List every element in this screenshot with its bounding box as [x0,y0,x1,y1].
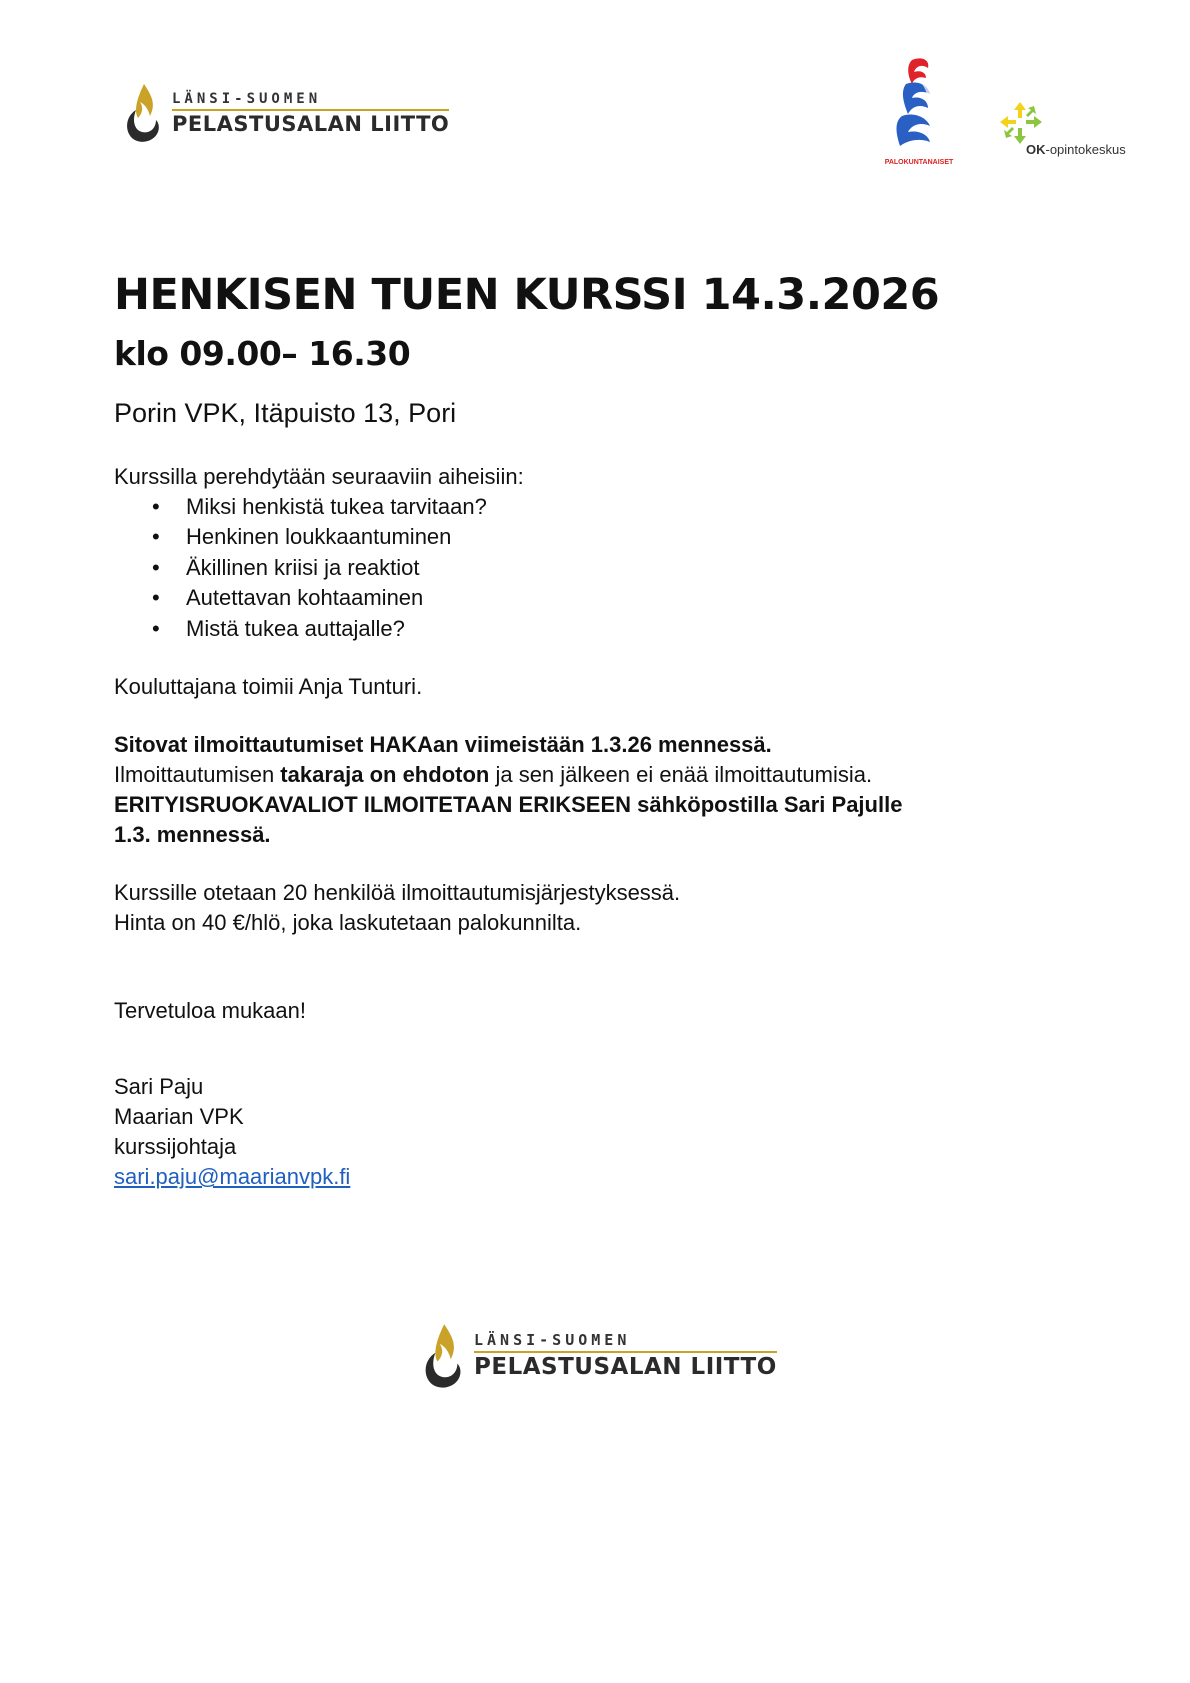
signature-org: Maarian VPK [114,1104,244,1130]
list-item [114,522,1074,553]
diet-deadline [114,820,1074,850]
diet-deadline-text: 1.3. mennessä. [114,822,271,848]
ok-arrows-icon [998,100,1044,146]
logo-line-1: LÄNSI-SUOMEN [172,90,322,107]
document-body [114,270,1074,1192]
registration-rule-bold: takaraja on ehdoton [280,762,490,788]
lansi-suomen-pelastusalan-liitto-logo [122,82,449,144]
bullet: • [152,554,160,580]
palokuntanaiset-caption: PALOKUNTANAISET [884,159,954,166]
capacity-line: Kurssille otetaan 20 henkilöä ilmoittautumisjärjestyksessä. [114,880,681,906]
bullet: • [152,524,160,550]
registration-rule [114,760,1074,790]
palokuntanaiset-emblem-icon [876,54,962,154]
course-location: Porin VPK, Itäpuisto 13, Pori [114,398,457,429]
registration-deadline [114,730,1074,760]
list-item [114,583,1074,614]
flame-logo-icon [420,1322,464,1390]
diet-notice-text: ERITYISRUOKAVALIOT ILMOITETAAN ERIKSEEN sähköpostilla Sari Pajulle [114,792,903,818]
palokuntanaiset-logo [876,54,962,166]
footer-lansi-suomen-pelastusalan-liitto-logo [420,1322,777,1390]
bullet: • [152,585,160,611]
topic-text: Henkinen loukkaantuminen [186,524,452,550]
list-item [114,614,1074,645]
price-line: Hinta on 40 €/hlö, joka laskutetaan palokunnilta. [114,910,582,936]
welcome-line: Tervetuloa mukaan! [114,998,306,1024]
registration-block [114,730,1074,850]
logo-divider [474,1351,777,1353]
signature-block [114,1072,1074,1192]
bullet: • [152,615,160,641]
email-link[interactable]: sari.paju@maarianvpk.fi [114,1164,351,1190]
flame-logo-icon [122,82,162,144]
logo-divider [172,109,449,111]
topic-text: Äkillinen kriisi ja reaktiot [186,554,420,580]
logo-line-2: PELASTUSALAN LIITTO [474,1354,777,1380]
ok-opintokeskus-logo [998,100,1132,162]
ok-caption-bold: OK [1026,142,1046,157]
trainer-line: Kouluttajana toimii Anja Tunturi. [114,674,423,700]
bullet: • [152,493,160,519]
ok-caption-rest: -opintokeskus [1045,142,1126,157]
registration-deadline-text: Sitovat ilmoittautumiset HAKAan viimeistään 1.3.26 mennessä. [114,732,772,758]
topics-intro: Kurssilla perehdytään seuraaviin aiheisiin: [114,463,524,489]
logo-line-2: PELASTUSALAN LIITTO [172,111,450,136]
ok-caption [1026,142,1126,157]
list-item [114,553,1074,584]
logo-line-1: LÄNSI-SUOMEN [474,1331,631,1349]
signature-name: Sari Paju [114,1074,204,1100]
signature-role: kurssijohtaja [114,1134,237,1160]
registration-rule-pre: Ilmoittautumisen [114,762,281,788]
topic-text: Mistä tukea auttajalle? [186,615,405,641]
signature-email-line [114,1162,1074,1192]
capacity-block [114,878,1074,938]
course-title: HENKISEN TUEN KURSSI 14.3.2026 [114,270,940,320]
registration-rule-post: ja sen jälkeen ei enää ilmoittautumisia. [489,762,873,788]
course-time: klo 09.00– 16.30 [114,333,411,373]
topic-text: Autettavan kohtaaminen [186,585,424,611]
diet-notice [114,790,1074,820]
topic-text: Miksi henkistä tukea tarvitaan? [186,493,487,519]
list-item [114,492,1074,523]
topics-list [114,492,1074,645]
